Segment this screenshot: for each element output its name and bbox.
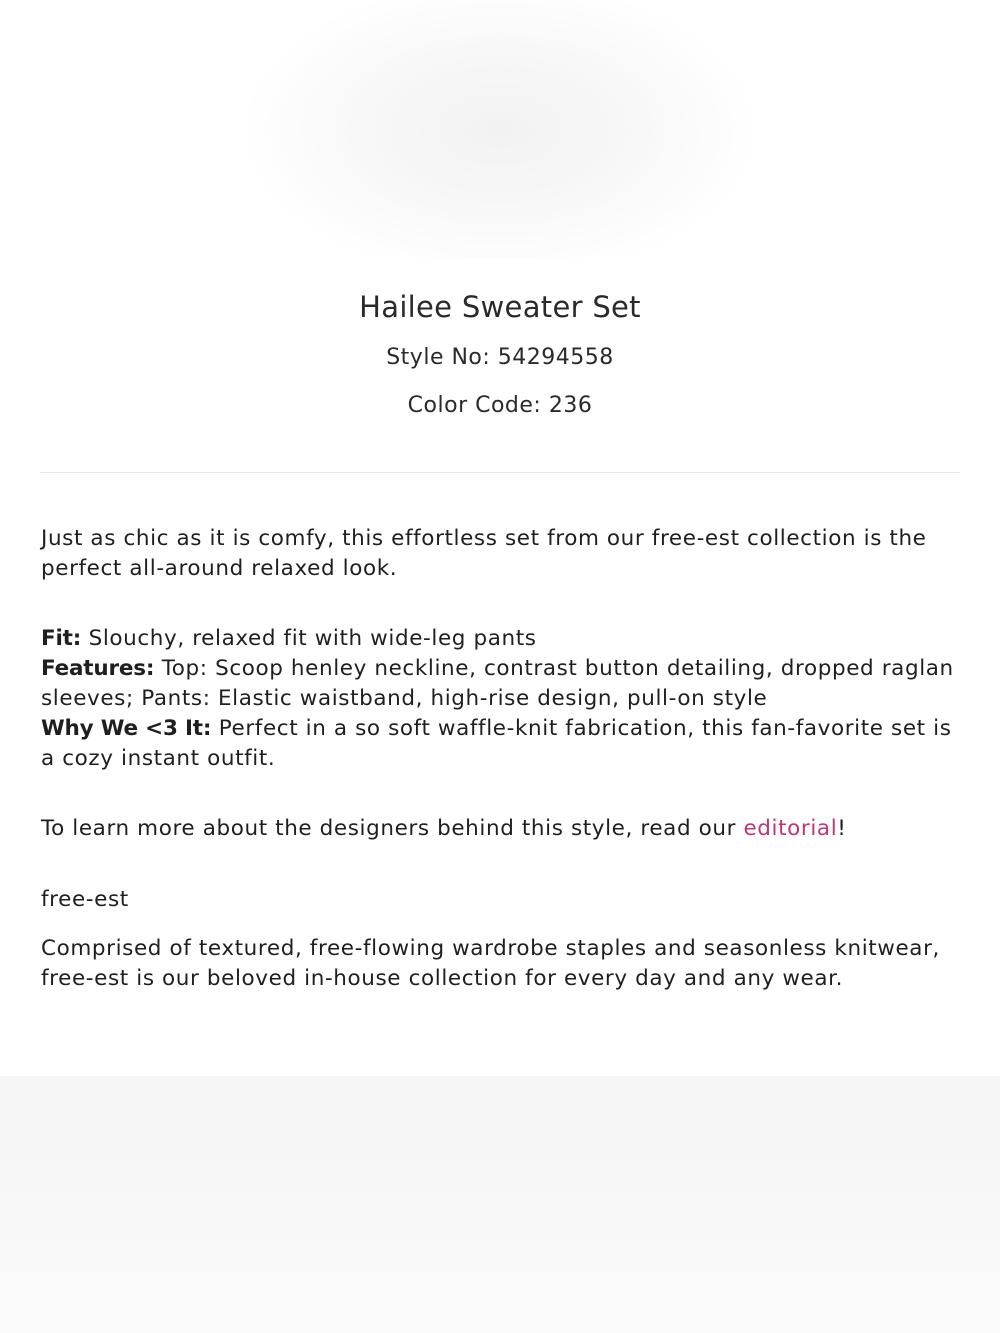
- product-image-area: [0, 0, 1000, 258]
- section-divider: [40, 472, 960, 473]
- product-description: [41, 524, 966, 994]
- spec-why-we-love: [41, 714, 966, 774]
- spec-fit: [41, 624, 966, 654]
- spec-features-text: Top: Scoop henley neckline, contrast button detailing, dropped raglan sleeves; Pants: Elastic waistband, high-rise design, pull-on style: [41, 656, 954, 711]
- spec-features-label: Features:: [41, 656, 155, 681]
- editorial-link[interactable]: editorial: [743, 816, 838, 841]
- spec-why-we-love-text: Perfect in a so soft waffle-knit fabrication, this fan-favorite set is a cozy instant outfit.: [41, 716, 952, 771]
- collection-description: Comprised of textured, free-flowing wardrobe staples and seasonless knitwear, free-est is our beloved in-house collection for every day and any wear.: [41, 936, 940, 991]
- spec-features: [41, 654, 966, 714]
- description-intro: Just as chic as it is comfy, this effortless set from our free-est collection is the perfect all-around relaxed look.: [41, 526, 927, 581]
- style-number: Style No: 54294558: [386, 345, 614, 370]
- spec-why-we-love-label: Why We <3 It:: [41, 716, 212, 741]
- editorial-prefix: To learn more about the designers behind this style, read our: [41, 816, 744, 841]
- spec-fit-label: Fit:: [41, 626, 82, 651]
- spec-fit-text: Slouchy, relaxed fit with wide-leg pants: [81, 626, 537, 651]
- color-code: Color Code: 236: [407, 393, 593, 418]
- product-specs: [41, 624, 966, 774]
- editorial-suffix: !: [837, 816, 847, 841]
- product-header: [0, 280, 1000, 430]
- editorial-line: [41, 814, 966, 844]
- collection-name: free-est: [41, 887, 129, 912]
- next-section-area: [0, 1076, 1000, 1333]
- product-title: Hailee Sweater Set: [359, 290, 641, 324]
